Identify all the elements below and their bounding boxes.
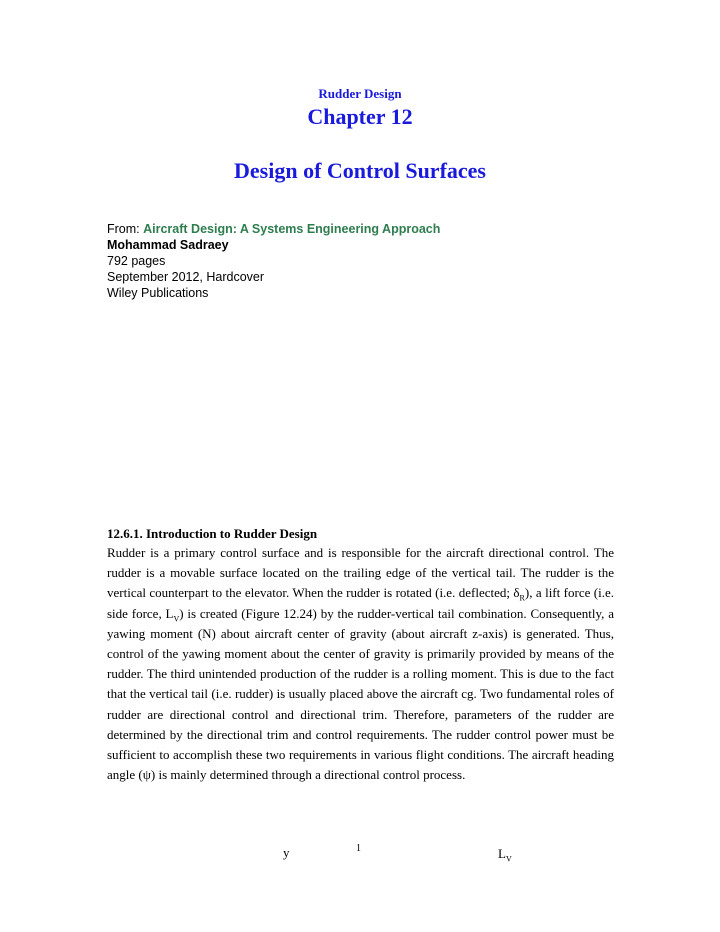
running-header: Rudder Design	[318, 86, 402, 101]
page-count: 792 pages	[107, 254, 166, 268]
lv-label-subscript: V	[505, 854, 512, 864]
source-line	[107, 221, 607, 237]
paragraph-text-3: ) is created (Figure 12.24) by the rudder-vertical tail combination. Consequently, a yawing moment (N) about aircraft center of gravity (about aircraft z-axis) is generated. Thus, control of the yawing moment about the center of gravity is primarily provided by means of the rudder. The third unintended production of the rudder is a rolling moment. This is due to the fact that the vertical tail (i.e. rudder) is usually placed above the aircraft cg. Two fundamental roles of rudder are directional control and directional trim. Therefore, parameters of the rudder are determined by the directional trim and control requirements. The rudder control power must be sufficient to accomplish these two requirements in various flight conditions. The aircraft heading angle (	[107, 605, 614, 783]
delta-symbol: δ	[513, 585, 520, 601]
figure-label-y: y	[283, 845, 290, 860]
paragraph-text-4: ) is mainly determined through a directional control process.	[150, 767, 466, 783]
paragraph-text-2: ), a lift force (i.e. side force, L	[107, 585, 614, 621]
chapter-title: Design of Control Surfaces	[234, 158, 486, 183]
psi-symbol: ψ	[142, 767, 151, 783]
figure-label-lv	[498, 846, 512, 864]
paragraph-text-1: Rudder is a primary control surface and is responsible for the aircraft directional control. The rudder is a movable surface located on the trailing edge of the vertical tail. The rudder is the vertical counterpart to the elevator. When the rudder is rotated (i.e. deflected;	[107, 545, 614, 601]
lv-subscript: V	[173, 614, 180, 624]
from-label: From:	[107, 222, 144, 236]
page-number: 1	[356, 843, 361, 854]
source-info	[107, 221, 607, 301]
book-title: Aircraft Design: A Systems Engineering Approach	[143, 222, 441, 236]
section-heading: 12.6.1. Introduction to Rudder Design	[107, 526, 318, 541]
author: Mohammad Sadraey	[107, 238, 229, 252]
chapter-number: Chapter 12	[307, 104, 413, 129]
publisher: Wiley Publications	[107, 286, 209, 300]
delta-subscript: R	[519, 594, 525, 603]
lv-label: L	[498, 846, 506, 861]
body-paragraph	[107, 543, 614, 785]
publication-date: September 2012, Hardcover	[107, 270, 265, 284]
